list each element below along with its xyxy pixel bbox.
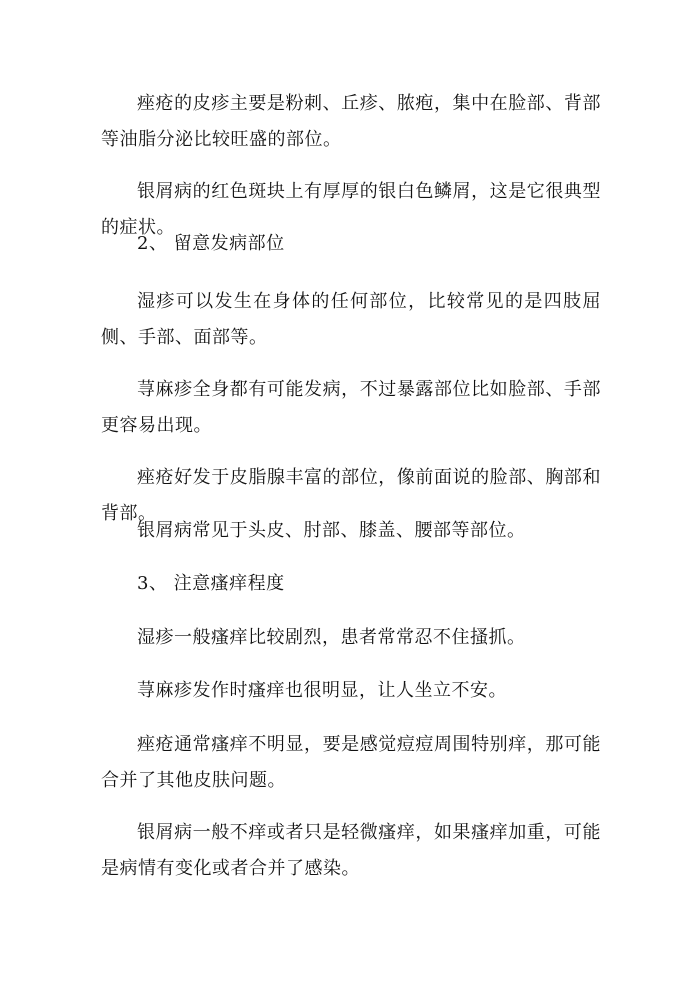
- paragraph-psoriasis-itch: 银屑病一般不痒或者只是轻微瘙痒，如果瘙痒加重，可能是病情有变化或者合并了感染。: [101, 822, 601, 879]
- paragraph-eczema-location: 湿疹可以发生在身体的任何部位，比较常见的是四肢屈侧、手部、面部等。: [101, 291, 601, 348]
- paragraph-psoriasis-scales: 银屑病的红色斑块上有厚厚的银白色鳞屑，这是它很典型的症状。: [101, 181, 601, 238]
- paragraph-acne-itch: 痤疮通常瘙痒不明显，要是感觉痘痘周围特别痒，那可能合并了其他皮肤问题。: [101, 734, 601, 791]
- paragraph-psoriasis-location: 银屑病常见于头皮、肘部、膝盖、腰部等部位。: [137, 520, 526, 541]
- paragraph-urticaria-itch: 荨麻疹发作时瘙痒也很明显，让人坐立不安。: [137, 680, 507, 701]
- section-heading-2: 2、 留意发病部位: [137, 233, 285, 254]
- paragraph-urticaria-location: 荨麻疹全身都有可能发病，不过暴露部位比如脸部、手部更容易出现。: [101, 379, 601, 436]
- section-heading-3: 3、 注意瘙痒程度: [137, 573, 285, 594]
- paragraph-acne-location: 痤疮好发于皮脂腺丰富的部位，像前面说的脸部、胸部和背部。: [101, 467, 601, 524]
- paragraph-acne-rash: 痤疮的皮疹主要是粉刺、丘疹、脓疱，集中在脸部、背部等油脂分泌比较旺盛的部位。: [101, 93, 601, 150]
- paragraph-eczema-itch: 湿疹一般瘙痒比较剧烈，患者常常忍不住搔抓。: [137, 627, 526, 648]
